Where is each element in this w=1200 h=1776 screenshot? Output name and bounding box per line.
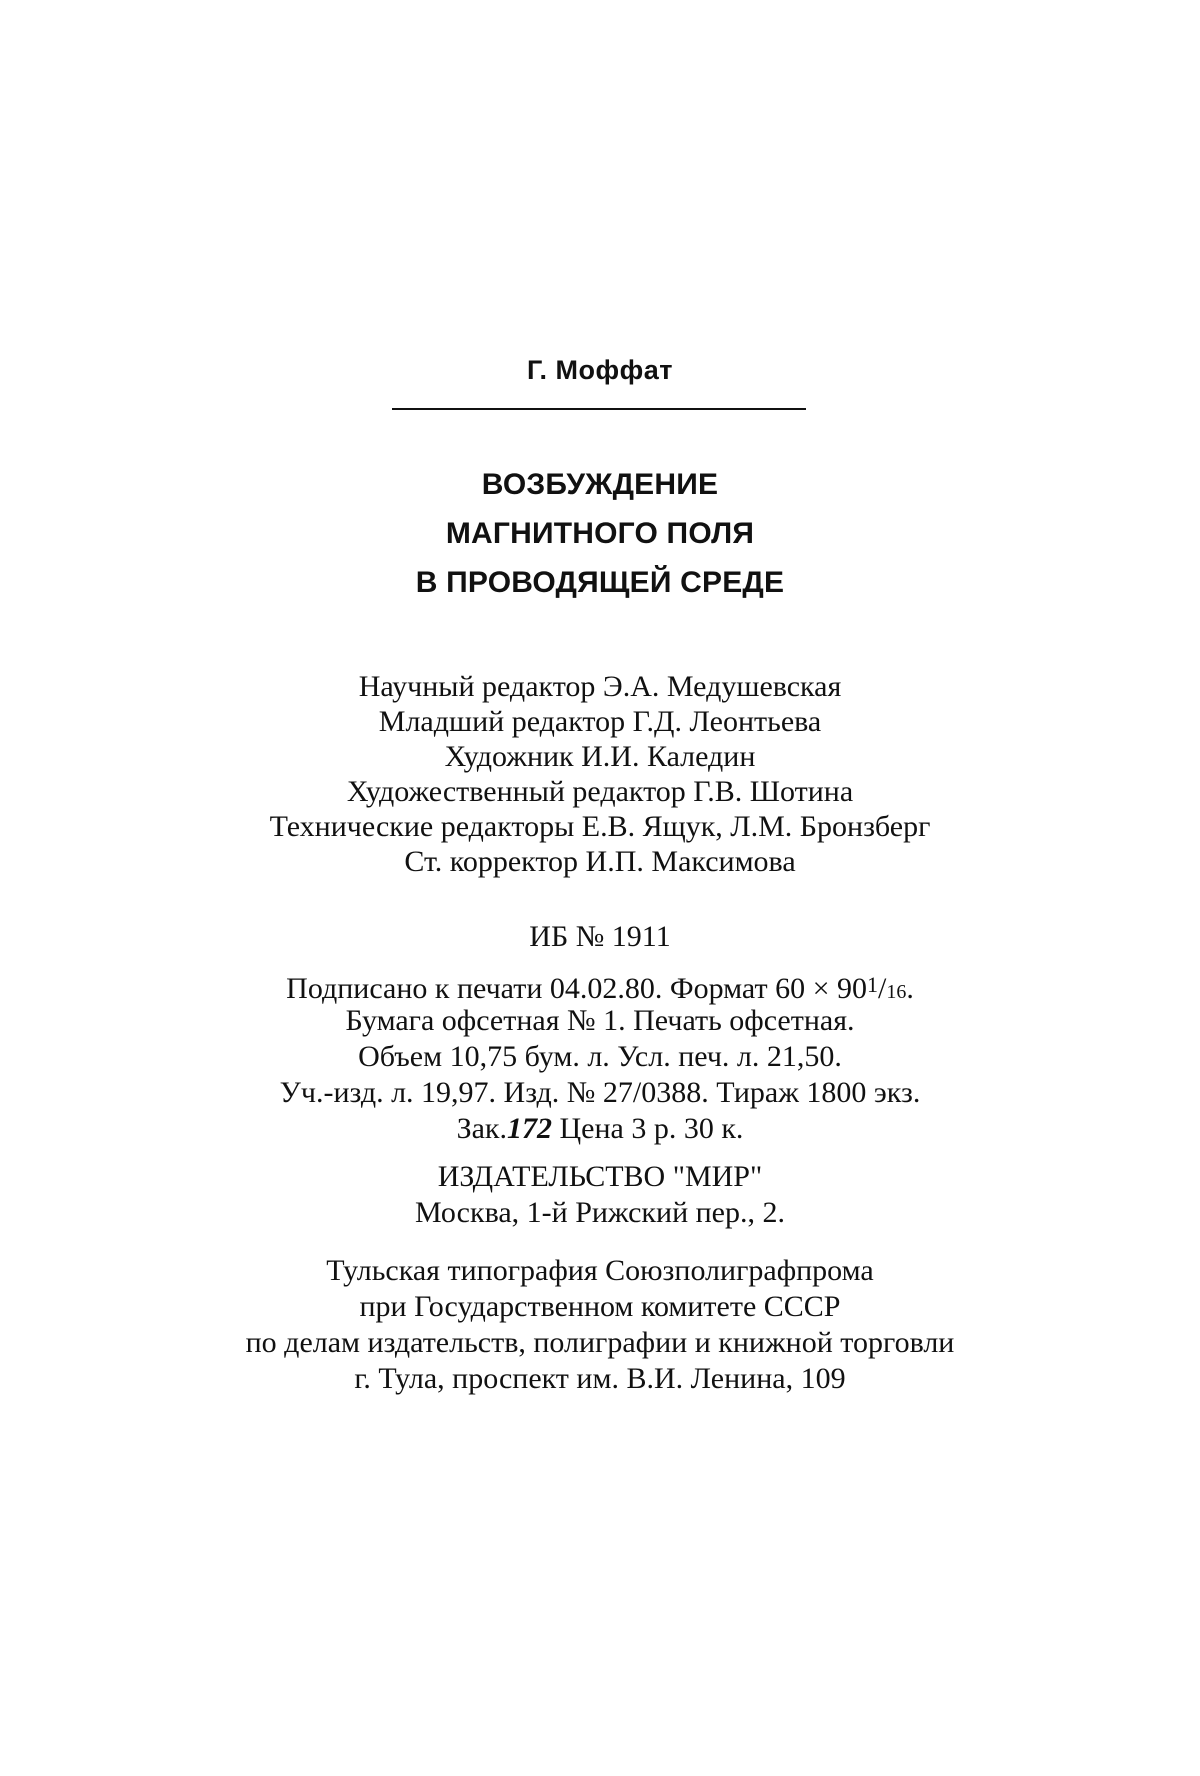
credit-art-editor: Художественный редактор Г.В. Шотина [346, 775, 854, 808]
imprint-order-price [0, 1112, 1200, 1146]
price-text: Цена 3 р. 30 к. [559, 1112, 744, 1145]
imprint-volume: Объем 10,75 бум. л. Усл. печ. л. 21,50. [358, 1040, 842, 1073]
book-title-line-2: МАГНИТНОГО ПОЛЯ [445, 517, 755, 550]
imprint-edition: Уч.-изд. л. 19,97. Изд. № 27/0388. Тираж 1800 экз. [279, 1076, 921, 1109]
imprint-signed-text: Подписано к печати 04.02.80. Формат 60 × 90 [286, 972, 867, 1005]
format-fraction-denominator: 16 [886, 981, 907, 1003]
order-number-handwritten: 172 [506, 1112, 552, 1145]
printer-line-4: г. Тула, проспект им. В.И. Ленина, 109 [354, 1362, 846, 1395]
credit-junior-editor: Младший редактор Г.Д. Леонтьева [378, 705, 822, 738]
publisher-address: Москва, 1-й Рижский пер., 2. [415, 1196, 785, 1229]
printer-line-2: при Государственном комитете СССР [359, 1290, 841, 1323]
printer-line-3: по делам издательств, полиграфии и книжной торговли [245, 1326, 955, 1359]
book-title-line-3: В ПРОВОДЯЩЕЙ СРЕДЕ [415, 566, 785, 599]
format-fraction-numerator: 1 [866, 972, 878, 997]
credit-science-editor: Научный редактор Э.А. Медушевская [358, 670, 842, 703]
credit-artist: Художник И.И. Каледин [444, 740, 756, 773]
book-title-line-1: ВОЗБУЖДЕНИЕ [481, 468, 719, 501]
printer-line-1: Тульская типография Союзполиграфпрома [326, 1254, 874, 1287]
publisher-name: ИЗДАТЕЛЬСТВО "МИР" [437, 1160, 763, 1193]
order-label: Зак. [456, 1112, 507, 1145]
imprint-signed-end: . [906, 972, 914, 1005]
credit-proofreader: Ст. корректор И.П. Максимова [404, 845, 796, 878]
credit-technical-editors: Технические редакторы Е.В. Ящук, Л.М. Бронзберг [269, 810, 931, 843]
ib-number: ИБ № 1911 [529, 920, 671, 953]
author-name: Г. Моффат [527, 355, 673, 385]
imprint-signed-format: Подписано к печати 04.02.80. Формат $60 \times 90^1/16$. [286, 972, 914, 1005]
author-title-divider [392, 408, 806, 410]
imprint-paper: Бумага офсетная № 1. Печать офсетная. [345, 1004, 855, 1037]
